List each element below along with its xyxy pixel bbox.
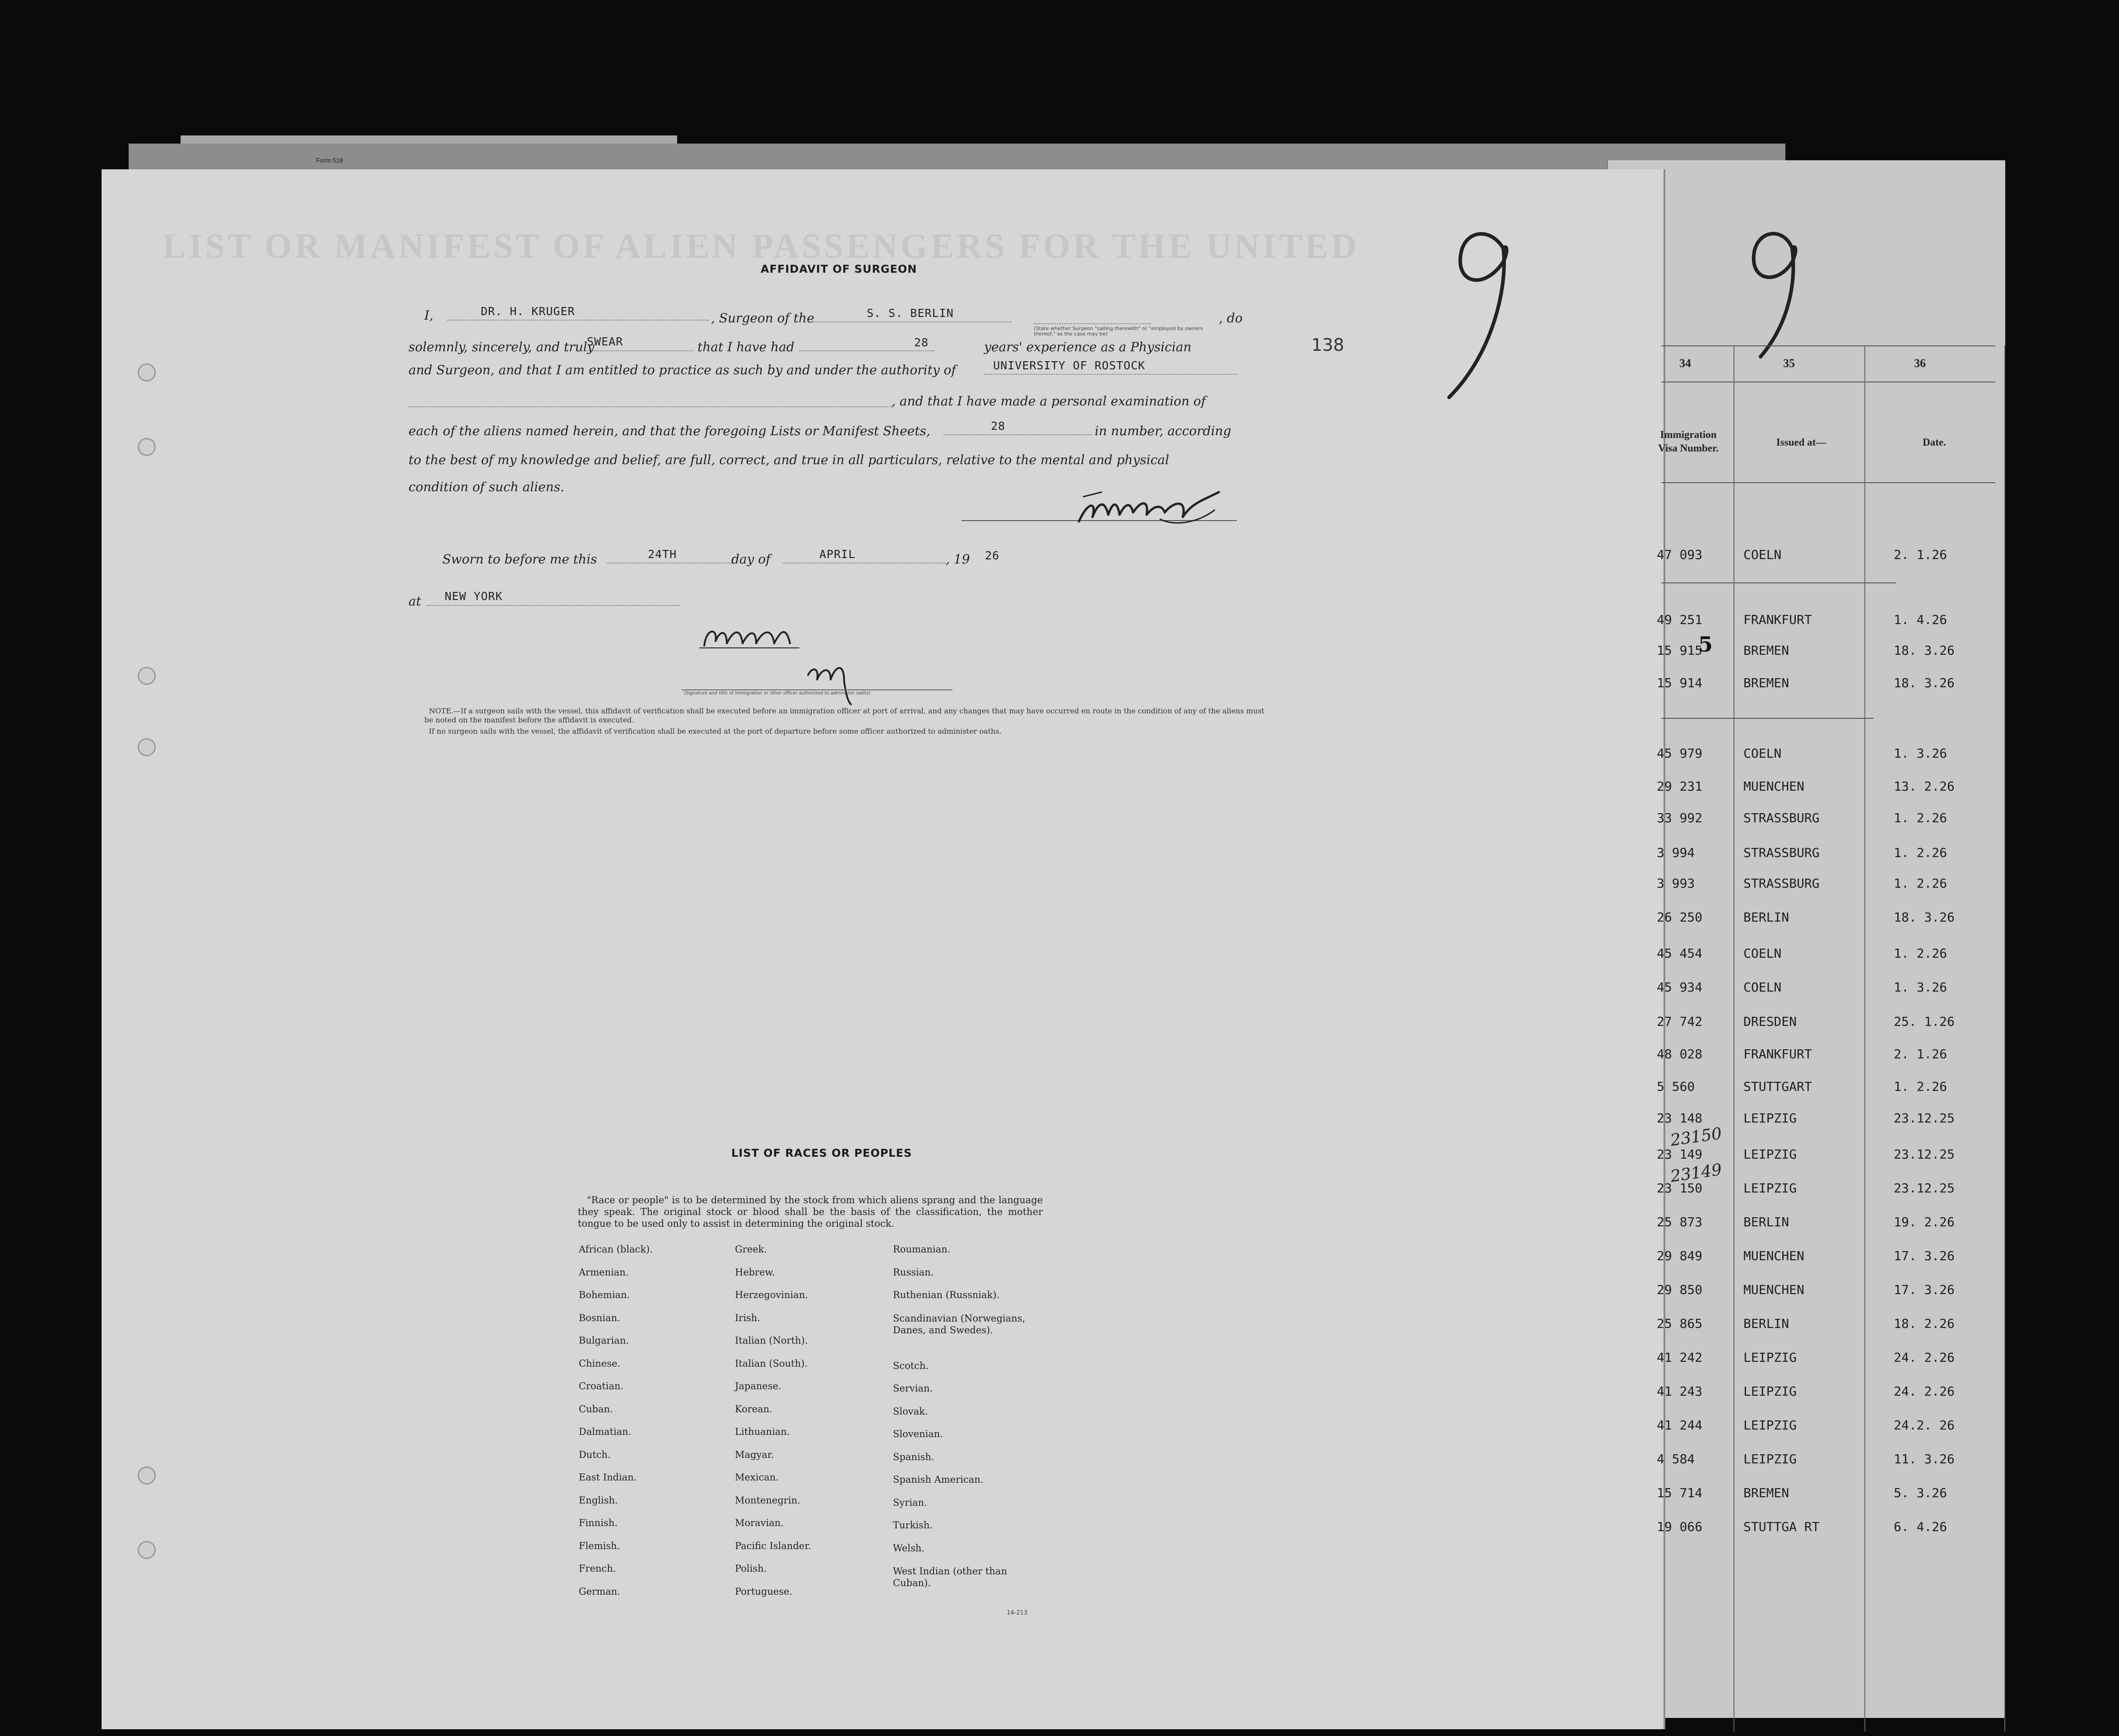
visa-date: 13. 2.26: [1894, 779, 1955, 794]
visa-number: 29 849: [1657, 1248, 1703, 1263]
issued-at: BREMEN: [1743, 1485, 1789, 1500]
punch-hole: [138, 438, 156, 456]
visa-number: 41 244: [1657, 1418, 1703, 1433]
col-head-issued: Issued at—: [1776, 437, 1826, 448]
visa-date: 5. 3.26: [1894, 1485, 1947, 1500]
race-item: French.: [579, 1563, 616, 1574]
sworn-label: Sworn to before me this: [442, 552, 597, 567]
race-item: African (black).: [579, 1244, 653, 1255]
status-line: [1034, 323, 1151, 324]
col-number-36: 36: [1914, 357, 1926, 370]
affidavit-line4: , and that I have made a personal examination of: [892, 394, 1206, 409]
visa-number: 29 850: [1657, 1282, 1703, 1297]
race-item: Cuban.: [579, 1403, 613, 1415]
race-item: Irish.: [735, 1312, 761, 1323]
manifest-sheet: [1607, 160, 2005, 1718]
officer-signature-line: [682, 689, 953, 690]
visa-date: 6. 4.26: [1894, 1519, 1947, 1534]
sworn-month: APRIL: [819, 548, 856, 561]
affidavit-title: AFFIDAVIT OF SURGEON: [761, 263, 917, 275]
race-item: Montenegrin.: [735, 1494, 800, 1506]
race-item: Bosnian.: [579, 1312, 620, 1323]
race-item: Dutch.: [579, 1449, 611, 1460]
issued-at: STUTTGART: [1743, 1079, 1812, 1094]
handwritten-correction: 23149: [1669, 1160, 1723, 1186]
affidavit-sheet: [102, 169, 1664, 1729]
visa-number: 23 150: [1657, 1181, 1703, 1196]
issued-at: STRASSBURG: [1743, 876, 1820, 891]
visa-number: 48 028: [1657, 1047, 1703, 1061]
years-experience: 28: [914, 336, 929, 349]
affidavit-note-2: If no surgeon sails with the vessel, the affidavit of verification shall be executed at the port of departure before some officer authorized to administer oaths.: [429, 727, 1002, 735]
race-item: Korean.: [735, 1403, 772, 1415]
issued-at: LEIPZIG: [1743, 1384, 1797, 1399]
issued-at: COELN: [1743, 946, 1782, 961]
issued-at: STRASSBURG: [1743, 810, 1820, 825]
name-line: [447, 320, 709, 321]
issued-at: LEIPZIG: [1743, 1181, 1797, 1196]
sheets-line: [943, 434, 1092, 435]
punch-hole: [138, 738, 156, 756]
issued-at: COELN: [1743, 980, 1782, 995]
col-head-visa: Immigration Visa Number.: [1658, 429, 1719, 454]
visa-date: 25. 1.26: [1894, 1014, 1955, 1029]
visa-number: 25 873: [1657, 1215, 1703, 1229]
visa-number: 15 914: [1657, 675, 1703, 690]
affidavit-line3: and Surgeon, and that I am entitled to practice as such by and under the authority of: [409, 363, 956, 377]
race-item: Bohemian.: [579, 1289, 630, 1300]
visa-number: 15 915: [1657, 643, 1703, 658]
visa-date: 2. 1.26: [1894, 1047, 1947, 1061]
visa-number: 4 584: [1657, 1452, 1695, 1466]
race-item: Scotch.: [893, 1360, 929, 1371]
races-intro: "Race or people" is to be determined by the stock from which aliens sprang and the language they speak. The original stock or blood shall be the basis of the classification, the mother tongue to be used only to assist in determining the original stock.: [578, 1195, 1043, 1229]
visa-date: 1. 2.26: [1894, 810, 1947, 825]
race-item: Roumanian.: [893, 1244, 951, 1255]
col-number-35: 35: [1783, 357, 1795, 370]
at-label: at: [409, 594, 421, 609]
race-item: Armenian.: [579, 1266, 629, 1278]
column-divider: [1733, 345, 1734, 1731]
affidavit-line5b: in number, according: [1095, 424, 1231, 438]
visa-date: 24. 2.26: [1894, 1384, 1955, 1399]
issued-at: COELN: [1743, 746, 1782, 761]
race-item: English.: [579, 1494, 618, 1506]
handwritten-correction: 5: [1698, 632, 1713, 656]
race-item: Portuguese.: [735, 1586, 793, 1597]
race-item: Scandinavian (Norwegians, Danes, and Swedes).: [893, 1312, 1026, 1336]
col-head-date: Date.: [1923, 437, 1946, 448]
issued-at: MUENCHEN: [1743, 1248, 1804, 1263]
issued-at: LEIPZIG: [1743, 1350, 1797, 1365]
visa-date: 1. 4.26: [1894, 612, 1947, 627]
race-item: Croatian.: [579, 1381, 624, 1392]
sworn-year: 26: [985, 549, 1000, 562]
visa-date: 11. 3.26: [1894, 1452, 1955, 1466]
visa-date: 17. 3.26: [1894, 1248, 1955, 1263]
affidavit-line2b: that I have had: [697, 340, 795, 354]
issued-at: BERLIN: [1743, 1316, 1789, 1331]
race-item: Spanish American.: [893, 1474, 984, 1485]
visa-number: 47 093: [1657, 547, 1703, 562]
officer-signature: [695, 616, 975, 711]
visa-number: 49 251: [1657, 612, 1703, 627]
vessel-note: (State whether Surgeon "sailing therewith" or "employed by owners thereof," as the case may be): [1034, 326, 1203, 337]
issued-at: BREMEN: [1743, 675, 1789, 690]
visa-number: 33 992: [1657, 810, 1703, 825]
col-number-34: 34: [1679, 357, 1691, 370]
race-item: Chinese.: [579, 1358, 621, 1369]
affidavit-line2a: solemnly, sincerely, and truly: [409, 340, 595, 354]
race-item: Welsh.: [893, 1542, 925, 1554]
officer-caption: (Signature and title of immigration or other officer authorized to administer oaths): [684, 691, 870, 696]
vessel-name: S. S. BERLIN: [867, 307, 954, 320]
visa-number: 3 994: [1657, 845, 1695, 860]
punch-hole: [138, 667, 156, 685]
day-of-label: day of: [731, 552, 771, 567]
race-item: Syrian.: [893, 1497, 927, 1508]
visa-date: 1. 2.26: [1894, 876, 1947, 891]
stamp-number: 138: [1311, 335, 1344, 355]
surgeon-name: DR. H. KRUGER: [481, 305, 575, 318]
visa-date: 18. 2.26: [1894, 1316, 1955, 1331]
issued-at: BERLIN: [1743, 910, 1789, 925]
issued-at: DRESDEN: [1743, 1014, 1797, 1029]
visa-date: 18. 3.26: [1894, 675, 1955, 690]
manifest-header-showthrough: LIST OR MANIFEST OF ALIEN PASSENGERS FOR THE UNITED: [163, 226, 1359, 265]
race-item: Lithuanian.: [735, 1426, 790, 1437]
races-form-code: 14-213: [1007, 1610, 1028, 1616]
affidavit-line2c: years' experience as a Physician: [984, 340, 1192, 354]
race-item: West Indian (other than Cuban).: [893, 1566, 1007, 1589]
sworn-day: 24TH: [648, 548, 677, 561]
affidavit-line7: condition of such aliens.: [409, 479, 565, 494]
visa-number: 23 148: [1657, 1111, 1703, 1126]
race-item: Japanese.: [735, 1381, 781, 1392]
visa-date: 23.12.25: [1894, 1111, 1955, 1126]
visa-date: 1. 2.26: [1894, 1079, 1947, 1094]
vessel-line: [813, 321, 1011, 322]
punch-hole: [138, 1541, 156, 1559]
group-rule: [1661, 718, 1873, 719]
visa-number: 26 250: [1657, 910, 1703, 925]
race-item: Slovak.: [893, 1406, 928, 1417]
race-item: Hebrew.: [735, 1266, 775, 1278]
race-item: Slovenian.: [893, 1429, 943, 1440]
visa-date: 23.12.25: [1894, 1147, 1955, 1162]
visa-number: 41 242: [1657, 1350, 1703, 1365]
race-item: Greek.: [735, 1244, 767, 1255]
place-line: [427, 605, 679, 606]
handwritten-page-mark-2: [1733, 221, 1815, 366]
issued-at: BREMEN: [1743, 643, 1789, 658]
visa-number: 3 993: [1657, 876, 1695, 891]
visa-number: 5 560: [1657, 1079, 1695, 1094]
visa-date: 2. 1.26: [1894, 547, 1947, 562]
affidavit-note: NOTE.—If a surgeon sails with the vessel, this affidavit of verification shall be executed before an immigration officer at port of arrival, and any changes that may have occurred en route in the condition of any of the aliens must be noted on the manifest before the affidavit is executed.: [424, 707, 1264, 724]
affidavit-pronoun: I,: [424, 308, 433, 323]
race-item: German.: [579, 1586, 620, 1597]
race-item: Spanish.: [893, 1451, 934, 1462]
visa-date: 18. 3.26: [1894, 910, 1955, 925]
surgeon-of-label: , Surgeon of the: [711, 311, 814, 326]
visa-date: 24.2. 26: [1894, 1418, 1955, 1433]
visa-date: 24. 2.26: [1894, 1350, 1955, 1365]
surgeon-signature: [1070, 483, 1250, 528]
races-title: LIST OF RACES OR PEOPLES: [731, 1147, 912, 1159]
visa-number: 45 979: [1657, 746, 1703, 761]
issued-at: COELN: [1743, 547, 1782, 562]
visa-number: 27 742: [1657, 1014, 1703, 1029]
issued-at: MUENCHEN: [1743, 779, 1804, 794]
issued-at: LEIPZIG: [1743, 1418, 1797, 1433]
issued-at: LEIPZIG: [1743, 1147, 1797, 1162]
punch-hole: [138, 1466, 156, 1485]
years-line: [799, 350, 934, 351]
form-number-label: Form 518: [316, 157, 343, 164]
issued-at: STUTTGA RT: [1743, 1519, 1820, 1534]
visa-date: 23.12.25: [1894, 1181, 1955, 1196]
visa-date: 17. 3.26: [1894, 1282, 1955, 1297]
race-item: Servian.: [893, 1383, 933, 1394]
visa-date: 1. 2.26: [1894, 845, 1947, 860]
issued-at: FRANKFURT: [1743, 1047, 1812, 1061]
year-prefix: , 19: [946, 552, 970, 567]
visa-number: 45 454: [1657, 946, 1703, 961]
visa-number: 45 934: [1657, 980, 1703, 995]
issued-at: LEIPZIG: [1743, 1452, 1797, 1466]
do-label: , do: [1219, 311, 1243, 326]
group-rule: [1661, 582, 1896, 583]
handwritten-correction: 23150: [1669, 1124, 1723, 1150]
visa-date: 18. 3.26: [1894, 643, 1955, 658]
race-item: Bulgarian.: [579, 1335, 629, 1346]
affidavit-line6: to the best of my knowledge and belief, are full, correct, and true in all particulars, relative to the mental and physical: [409, 452, 1169, 467]
race-item: Pacific Islander.: [735, 1540, 811, 1551]
visa-number: 15 714: [1657, 1485, 1703, 1500]
visa-date: 19. 2.26: [1894, 1215, 1955, 1229]
visa-number: 25 865: [1657, 1316, 1703, 1331]
race-item: Polish.: [735, 1563, 767, 1574]
licensing-authority: UNIVERSITY OF ROSTOCK: [993, 359, 1146, 372]
oath-line: [580, 350, 693, 351]
visa-number: 19 066: [1657, 1519, 1703, 1534]
column-divider: [2004, 345, 2005, 1731]
race-item: Herzegovinian.: [735, 1289, 808, 1300]
race-item: Dalmatian.: [579, 1426, 632, 1437]
race-item: Moravian.: [735, 1517, 784, 1528]
race-item: Turkish.: [893, 1520, 933, 1531]
visa-number: 41 243: [1657, 1384, 1703, 1399]
visa-date: 1. 3.26: [1894, 980, 1947, 995]
manifest-top-rule: [1661, 345, 1995, 346]
race-item: Italian (South).: [735, 1358, 808, 1369]
visa-date: 1. 2.26: [1894, 946, 1947, 961]
issued-at: FRANKFURT: [1743, 612, 1812, 627]
header-bottom-rule: [1661, 482, 1995, 483]
oath-word: SWEAR: [587, 335, 623, 348]
race-item: Russian.: [893, 1266, 934, 1278]
race-item: Flemish.: [579, 1540, 620, 1551]
blank-line: [409, 406, 892, 407]
race-item: East Indian.: [579, 1472, 637, 1483]
race-item: Ruthenian (Russniak).: [893, 1289, 1000, 1300]
visa-number: 23 149: [1657, 1147, 1703, 1162]
sheet-count: 28: [991, 419, 1006, 433]
race-item: Mexican.: [735, 1472, 779, 1483]
sworn-place: NEW YORK: [445, 590, 503, 603]
race-item: Finnish.: [579, 1517, 618, 1528]
issued-at: STRASSBURG: [1743, 845, 1820, 860]
issued-at: BERLIN: [1743, 1215, 1789, 1229]
visa-number: 29 231: [1657, 779, 1703, 794]
handwritten-page-mark: [1436, 217, 1526, 406]
column-divider: [1864, 345, 1865, 1731]
issued-at: LEIPZIG: [1743, 1111, 1797, 1126]
punch-hole: [138, 363, 156, 382]
affidavit-line5a: each of the aliens named herein, and that the foregoing Lists or Manifest Sheets,: [409, 424, 930, 438]
visa-date: 1. 3.26: [1894, 746, 1947, 761]
authority-line: [984, 374, 1237, 375]
race-item: Italian (North).: [735, 1335, 808, 1346]
issued-at: MUENCHEN: [1743, 1282, 1804, 1297]
race-item: Magyar.: [735, 1449, 774, 1460]
